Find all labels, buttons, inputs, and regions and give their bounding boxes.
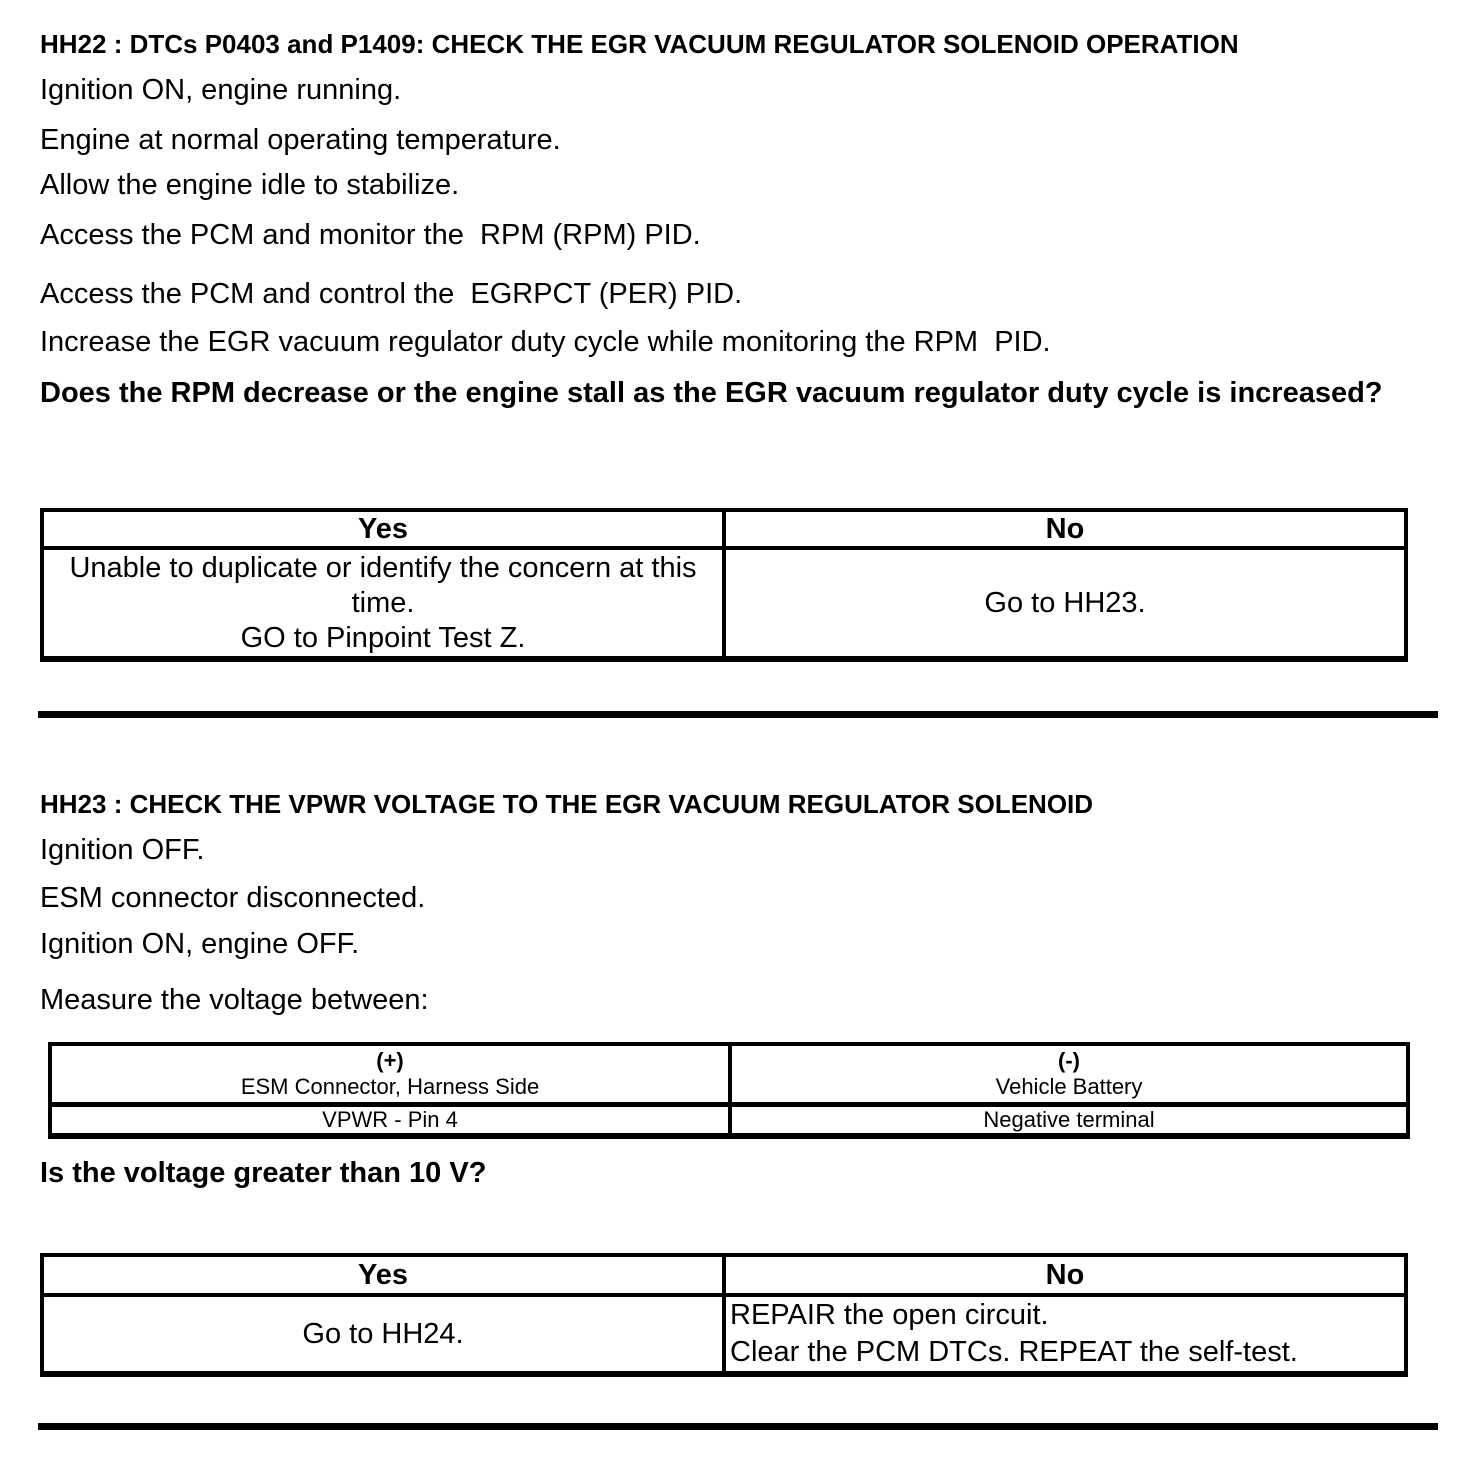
- instruction-line: Access the PCM and monitor the RPM (RPM) PID.: [40, 219, 701, 251]
- no-header-cell: No: [1045, 512, 1085, 545]
- step-hh22-title: HH22 : DTCs P0403 and P1409: CHECK THE EGR VACUUM REGULATOR SOLENOID OPERATION: [40, 29, 1239, 59]
- yes-action-cell: [44, 550, 726, 656]
- no-header-cell: No: [1045, 1258, 1085, 1291]
- no-action-line: Go to HH23.: [984, 586, 1146, 619]
- results-table-header-row: [44, 512, 1404, 550]
- instruction-line: Measure the voltage between:: [40, 984, 429, 1016]
- instruction-line: Increase the EGR vacuum regulator duty cycle while monitoring the RPM PID.: [40, 326, 1051, 358]
- positive-sign-label: (+): [376, 1048, 404, 1073]
- negative-lead-header-cell: [732, 1046, 1406, 1102]
- measurement-table-body-row: [52, 1107, 1406, 1133]
- yes-action-line: Go to HH24.: [302, 1317, 464, 1350]
- negative-lead-location: Vehicle Battery: [995, 1074, 1143, 1099]
- no-action-cell: [726, 550, 1404, 656]
- no-action-cell: [726, 1297, 1404, 1371]
- instruction-line: Allow the engine idle to stabilize.: [40, 169, 460, 201]
- section-divider: [38, 1423, 1438, 1430]
- yes-header-cell: Yes: [44, 1257, 726, 1293]
- results-table-body-row: [44, 1297, 1404, 1371]
- yes-action-line: Unable to duplicate or identify the concern at this time.: [69, 551, 697, 619]
- no-action-line: Clear the PCM DTCs. REPEAT the self-test.: [730, 1336, 1298, 1368]
- negative-sign-label: (-): [1058, 1048, 1080, 1073]
- instruction-line: ESM connector disconnected.: [40, 882, 426, 914]
- results-table-header-row: [44, 1257, 1404, 1297]
- positive-lead-location: ESM Connector, Harness Side: [240, 1074, 540, 1099]
- instruction-line: Ignition OFF.: [40, 834, 205, 866]
- instruction-line: Access the PCM and control the EGRPCT (PER) PID.: [40, 278, 743, 310]
- instruction-line: Ignition ON, engine OFF.: [40, 928, 360, 960]
- yes-action-line: GO to Pinpoint Test Z.: [240, 621, 526, 654]
- yes-header-cell: Yes: [44, 512, 726, 546]
- yes-action-cell: [44, 1297, 726, 1371]
- negative-lead-pin-cell: Negative terminal: [983, 1107, 1155, 1132]
- no-action-line: REPAIR the open circuit.: [730, 1299, 1049, 1331]
- positive-lead-pin-cell: VPWR - Pin 4: [52, 1107, 732, 1133]
- decision-question-hh22: Does the RPM decrease or the engine stall as the EGR vacuum regulator duty cycle is increased?: [40, 377, 1383, 409]
- measurement-table-hh23: [48, 1042, 1410, 1139]
- instruction-line: Engine at normal operating temperature.: [40, 124, 561, 156]
- instruction-line: Ignition ON, engine running.: [40, 74, 402, 106]
- results-table-hh22: [40, 508, 1408, 662]
- section-divider: [38, 711, 1438, 718]
- results-table-body-row: [44, 550, 1404, 656]
- positive-lead-header-cell: [52, 1046, 732, 1102]
- step-hh23-title: HH23 : CHECK THE VPWR VOLTAGE TO THE EGR VACUUM REGULATOR SOLENOID: [40, 789, 1094, 819]
- decision-question-hh23: Is the voltage greater than 10 V?: [40, 1157, 487, 1189]
- measurement-table-header-row: [52, 1046, 1406, 1107]
- results-table-hh23: [40, 1253, 1408, 1377]
